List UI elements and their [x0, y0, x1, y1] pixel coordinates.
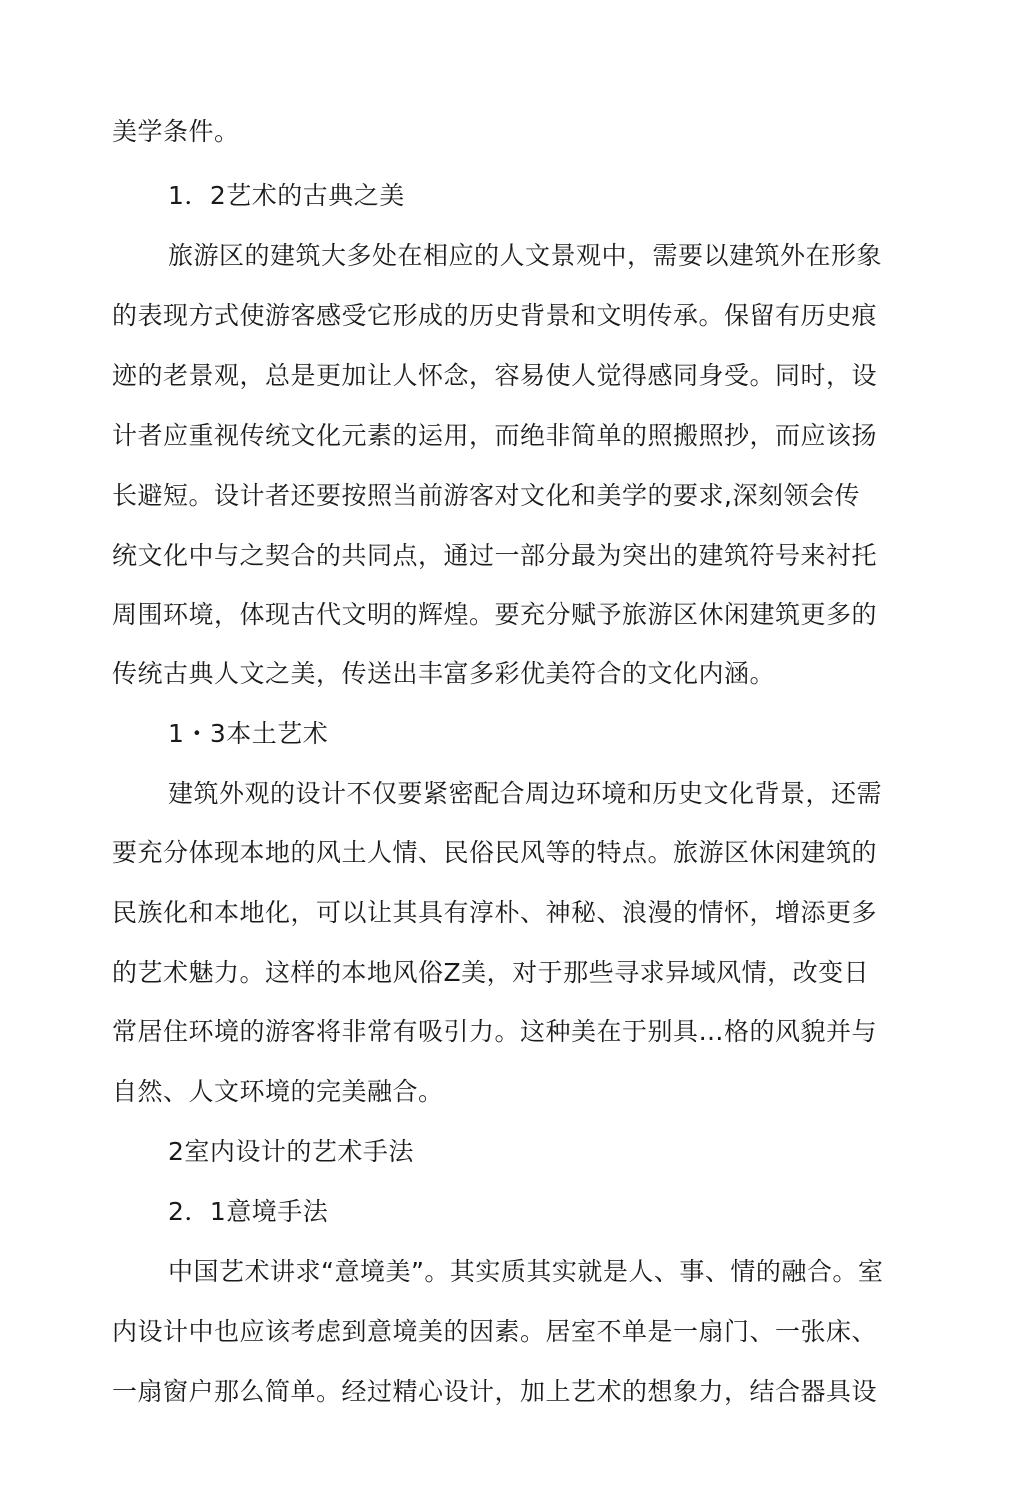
paragraph-line: 民族化和本地化，可以让其具有淳朴、神秘、浪漫的情怀，增添更多 — [112, 898, 878, 927]
paragraph-line: 长避短。设计者还要按照当前游客对文化和美学的要求,深刻领会传 — [112, 481, 860, 510]
paragraph-line: 自然、人文环境的完美融合。 — [112, 1077, 444, 1106]
paragraph-line: 迹的老景观，总是更加让人怀念，容易使人觉得感同身受。同时，设 — [112, 361, 878, 390]
paragraph-line: 一扇窗户那么简单。经过精心设计，加上艺术的想象力，结合器具设 — [112, 1377, 878, 1406]
paragraph-line: 内设计中也应该考虑到意境美的因素。居室不单是一扇门、一张床、 — [112, 1317, 878, 1346]
section-heading-1-3: 1・3本土艺术 — [168, 719, 329, 748]
paragraph-line: 的表现方式使游客感受它形成的历史背景和文明传承。保留有历史痕 — [112, 301, 878, 330]
paragraph-line: 统文化中与之契合的共同点，通过一部分最为突出的建筑符号来衬托 — [112, 541, 878, 570]
paragraph-line: 中国艺术讲求“意境美”。其实质其实就是人、事、情的融合。室 — [168, 1257, 884, 1286]
paragraph-line: 美学条件。 — [112, 117, 240, 146]
section-heading-1-2: 1．2艺术的古典之美 — [168, 181, 405, 210]
section-heading-2-1: 2．1意境手法 — [168, 1197, 329, 1226]
paragraph-line: 计者应重视传统文化元素的运用，而绝非简单的照搬照抄，而应该扬 — [112, 421, 878, 450]
paragraph-line: 周围环境，体现古代文明的辉煌。要充分赋予旅游区休闲建筑更多的 — [112, 600, 878, 629]
paragraph-line: 传统古典人文之美，传送出丰富多彩优美符合的文化内涵。 — [112, 659, 776, 688]
paragraph-line: 的艺术魅力。这样的本地风俗Z美，对于那些寻求异域风情，改变日 — [112, 958, 870, 987]
section-heading-2: 2室内设计的艺术手法 — [168, 1137, 414, 1166]
paragraph-line: 要充分体现本地的风土人情、民俗民风等的特点。旅游区休闲建筑的 — [112, 838, 878, 867]
paragraph-line: 旅游区的建筑大多处在相应的人文景观中，需要以建筑外在形象 — [168, 241, 883, 270]
paragraph-line: 建筑外观的设计不仅要紧密配合周边环境和历史文化背景，还需 — [168, 779, 883, 808]
paragraph-line: 常居住环境的游客将非常有吸引力。这种美在于别具…格的风貌并与 — [112, 1017, 878, 1046]
